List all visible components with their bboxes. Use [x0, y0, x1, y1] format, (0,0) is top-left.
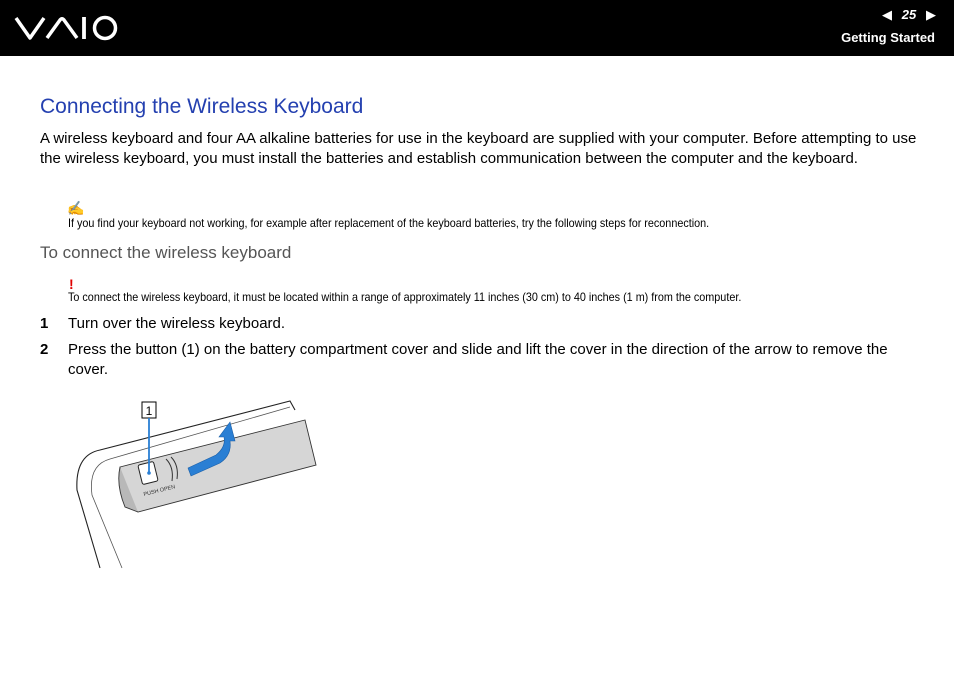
push-open-label: PUSH OPEN — [143, 484, 176, 498]
page-header — [0, 0, 954, 56]
warning-text: To connect the wireless keyboard, it must be located within a range of approximately 11 inches (30 cm) to 40 inches (1 m) from the computer. — [68, 290, 742, 304]
step-number: 2 — [40, 341, 49, 358]
page-number: 25 — [901, 7, 917, 22]
step-number: 1 — [40, 315, 49, 332]
left-arrow-icon[interactable]: ◀ — [882, 7, 892, 22]
pencil-note-icon: ✍ — [67, 200, 85, 216]
intro-paragraph: A wireless keyboard and four AA alkaline batteries for use in the keyboard are supplied with your computer. Before attempting to use the wireless keyboard, you must install the batteries and establish communication between the computer and the keyboard. — [40, 130, 917, 167]
step-text: Turn over the wireless keyboard. — [68, 315, 286, 332]
page-title: Connecting the Wireless Keyboard — [40, 95, 364, 118]
step-text: Press the button (1) on the battery compartment cover and slide and lift the cover in the direction of the arrow to remove the cover. — [68, 341, 888, 378]
callout-number: 1 — [145, 404, 153, 418]
page-navigation — [882, 7, 936, 22]
right-arrow-icon[interactable]: ▶ — [926, 7, 936, 22]
vaio-logo — [14, 13, 122, 43]
section-title: Getting Started — [841, 30, 935, 45]
procedure-heading: To connect the wireless keyboard — [40, 243, 292, 262]
keyboard-battery-cover-illustration — [70, 395, 320, 570]
exclamation-icon: ! — [69, 276, 74, 292]
note-text: If you find your keyboard not working, for example after replacement of the keyboard batteries, try the following steps for reconnection. — [68, 216, 710, 230]
